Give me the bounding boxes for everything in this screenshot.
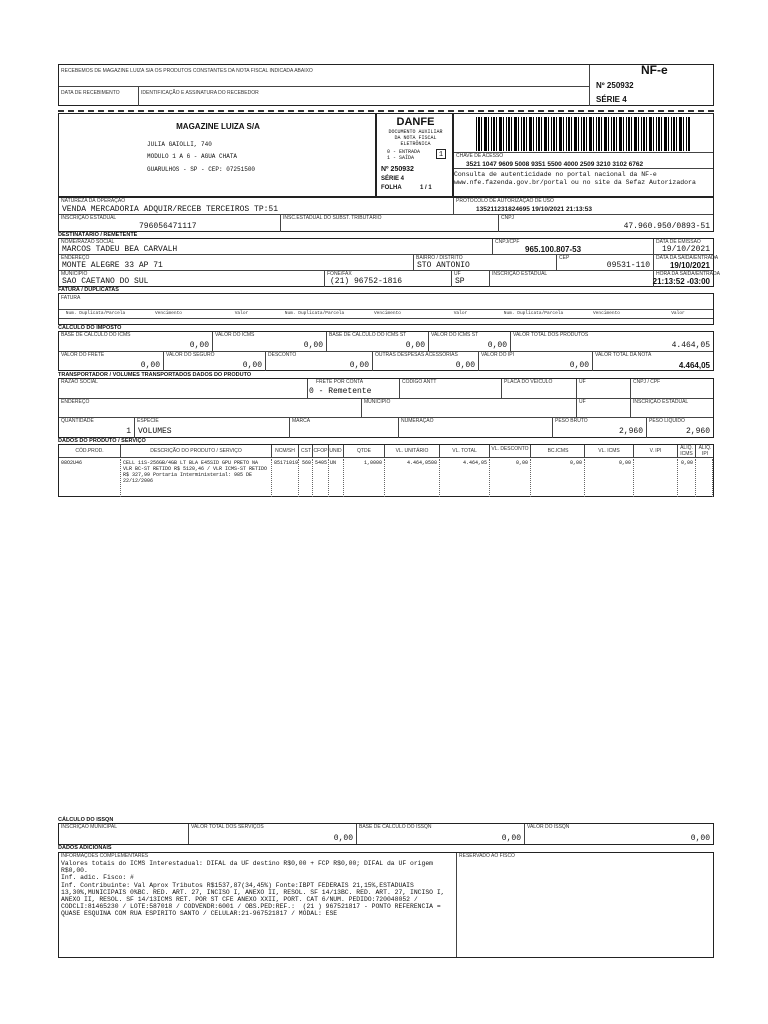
species-label: ESPÉCIE bbox=[137, 418, 159, 424]
products-header: CFOP bbox=[313, 445, 329, 458]
cnpj-cell bbox=[499, 215, 713, 232]
tax-field bbox=[59, 352, 164, 371]
products-header-row bbox=[59, 445, 713, 458]
carrier-name-label: RAZÃO SOCIAL bbox=[61, 379, 98, 385]
receipt-nfe-title: NF-e bbox=[641, 63, 668, 77]
danfe-block bbox=[376, 113, 453, 197]
protocol-cell bbox=[454, 198, 713, 215]
transport-uf2-label: UF bbox=[579, 399, 586, 405]
tax-field bbox=[327, 332, 429, 352]
recipient-city: SAO CAETANO DO SUL bbox=[62, 277, 149, 286]
recipient-time-cell bbox=[652, 271, 720, 287]
danfe-subtitle2: DA NOTA FISCAL bbox=[394, 135, 437, 141]
issuer-address1: JULIA GAIOLLI, 740 bbox=[147, 141, 212, 148]
gross-weight: 2,960 bbox=[618, 427, 643, 436]
gross-weight-label: PESO BRUTO bbox=[555, 418, 588, 424]
invoice-block bbox=[58, 293, 714, 325]
freight-cell bbox=[308, 379, 400, 399]
products-header: BC.ICMS bbox=[532, 445, 585, 458]
issqn-field bbox=[525, 824, 713, 844]
recipient-district-cell bbox=[414, 255, 557, 271]
recipient-emission-cell bbox=[654, 239, 713, 255]
tax-field-value: 4.464,05 bbox=[671, 341, 710, 350]
issqn-field-label: BASE DE CÁLCULO DO ISSQN bbox=[359, 824, 432, 830]
products-section-title: DADOS DO PRODUTO / SERVIÇO bbox=[58, 438, 146, 444]
access-key[interactable]: 3521 1047 9609 5008 9351 5500 4000 2509 3210 3102 6762 bbox=[466, 161, 644, 168]
transport-section-title: TRANSPORTADOR / VOLUMES TRANSPORTADOS DADOS DO PRODUTO bbox=[58, 372, 252, 378]
products-table bbox=[58, 444, 714, 497]
invoice-col: Vencimento bbox=[373, 311, 401, 316]
recipient-time: 21:13:52 -03:00 bbox=[652, 277, 710, 286]
invoice-col: Valor bbox=[671, 311, 685, 316]
transport-ie-label: INSCRIÇÃO ESTADUAL bbox=[633, 399, 689, 405]
transport-uf-label: UF bbox=[579, 379, 586, 385]
net-weight: 2,960 bbox=[685, 427, 710, 436]
receipt-number: Nº 250932 bbox=[596, 81, 634, 90]
product-cst: 560 bbox=[300, 459, 313, 497]
tax-field-label: VALOR TOTAL DA NOTA bbox=[595, 352, 652, 358]
additional-block bbox=[58, 852, 714, 958]
qty-value: 1 bbox=[126, 427, 131, 436]
tax-block bbox=[58, 331, 714, 371]
transport-city-cell bbox=[362, 399, 577, 418]
carrier-name-cell bbox=[59, 379, 308, 399]
danfe-subtitle1: DOCUMENTO AUXILIAR bbox=[388, 129, 443, 135]
nature-label: NATUREZA DA OPERAÇÃO bbox=[61, 198, 126, 204]
recipient-city-cell bbox=[59, 271, 325, 287]
recipient-phone: (21) 96752-1816 bbox=[330, 277, 403, 286]
tax-field bbox=[429, 332, 511, 352]
tax-field-value: 0,00 bbox=[140, 361, 160, 370]
receipt-series: SÉRIE 4 bbox=[596, 95, 627, 104]
danfe-subtitle3: ELETRÔNICA bbox=[400, 141, 431, 147]
ie-st-cell bbox=[281, 215, 499, 232]
tax-field bbox=[373, 352, 479, 371]
products-header: NCM/SH bbox=[272, 445, 299, 458]
access-key-cell bbox=[454, 152, 713, 169]
issqn-field-value: 0,00 bbox=[501, 834, 521, 843]
product-discount: 0,00 bbox=[490, 459, 531, 497]
products-header: VL. UNITÁRIO bbox=[385, 445, 440, 458]
cut-line bbox=[58, 110, 714, 112]
receipt-date-label: DATA DE RECEBIMENTO bbox=[61, 90, 120, 96]
invoice-columns-row bbox=[59, 309, 713, 319]
tax-section-title: CÁLCULO DO IMPOSTO bbox=[58, 325, 122, 331]
antt-label: CÓDIGO ANTT bbox=[402, 379, 437, 385]
additional-info-cell bbox=[59, 853, 457, 957]
tax-field-label: VALOR DO IPI bbox=[481, 352, 514, 358]
access-consult: Consulta de autenticidade no portal nacional da NF-e www.nfe.fazenda.gov.br/portal ou no site da Sefaz Autorizadora bbox=[454, 171, 696, 186]
danfe-entry: 0 - ENTRADA bbox=[387, 149, 421, 155]
tax-field-value: 0,00 bbox=[349, 361, 369, 370]
additional-section-title: DADOS ADICIONAIS bbox=[58, 845, 112, 851]
tax-field bbox=[593, 352, 713, 371]
tax-field-label: DESCONTO bbox=[268, 352, 297, 358]
danfe-page: 1 / 1 bbox=[420, 185, 432, 191]
issqn-field-value: 0,00 bbox=[690, 834, 710, 843]
recipient-phone-label: FONE/FAX bbox=[327, 271, 352, 277]
danfe-title: DANFE bbox=[396, 116, 435, 128]
nature-value: VENDA MERCADORIA ADQUIR/RECEB TERCEIROS TP:51 bbox=[62, 205, 279, 214]
product-icms: 0,00 bbox=[585, 459, 634, 497]
product-unit: UN bbox=[328, 459, 344, 497]
tax-field-value: 0,00 bbox=[455, 361, 475, 370]
brand-cell bbox=[290, 418, 399, 438]
tax-field-label: OUTRAS DESPESAS ACESSÓRIAS bbox=[375, 352, 458, 358]
danfe-type-box: 1 bbox=[436, 149, 446, 159]
recipient-section-title: DESTINATÁRIO / REMETENTE bbox=[58, 232, 138, 238]
net-weight-label: PESO LÍQUIDO bbox=[649, 418, 685, 424]
recipient-address: MONTE ALEGRE 33 AP 71 bbox=[62, 261, 163, 270]
recipient-state-reg-cell bbox=[490, 271, 654, 287]
transport-ie-cell bbox=[631, 399, 713, 418]
recipient-cep-label: CEP bbox=[559, 255, 570, 261]
recipient-emission-label: DATA DE EMISSÃO bbox=[656, 239, 701, 245]
issqn-block bbox=[58, 823, 714, 845]
invoice-col: Valor bbox=[453, 311, 468, 316]
tax-field bbox=[511, 332, 713, 352]
recipient-block bbox=[58, 238, 720, 287]
tax-field-label: VALOR DO FRETE bbox=[61, 352, 105, 358]
tax-field-label: VALOR DO ICMS ST bbox=[431, 332, 479, 338]
issqn-field bbox=[59, 824, 189, 844]
freight-value: 0 - Remetente bbox=[309, 387, 372, 396]
recipient-state-reg-label: INSCRIÇÃO ESTADUAL bbox=[492, 271, 548, 277]
receipt-signature-label: IDENTIFICAÇÃO E ASSINATURA DO RECEBEDOR bbox=[141, 90, 259, 96]
issqn-field bbox=[357, 824, 525, 844]
numbering-label: NUMERAÇÃO bbox=[401, 418, 434, 424]
recipient-exit-date-label: DATA DA SAÍDA/ENTRADA bbox=[656, 255, 719, 261]
recipient-uf-label: UF bbox=[454, 271, 461, 277]
danfe-series: SÉRIE 4 bbox=[381, 176, 405, 182]
recipient-emission: 19/10/2021 bbox=[661, 245, 710, 254]
cnpj-label: CNPJ bbox=[501, 215, 515, 221]
invoice-col: Num. Duplicata/Parcela bbox=[503, 311, 564, 316]
invoice-col: Num. Duplicata/Parcela bbox=[284, 311, 345, 316]
danfe-number: Nº 250932 bbox=[381, 166, 414, 173]
issqn-field-label: VALOR TOTAL DOS SERVIÇOS bbox=[191, 824, 264, 830]
product-code: 08O2U46 bbox=[59, 459, 121, 497]
qty-cell bbox=[59, 418, 135, 438]
ie-value: 796056471117 bbox=[139, 222, 197, 231]
access-block bbox=[453, 113, 714, 197]
tax-field-value: 0,00 bbox=[303, 341, 323, 350]
ie-cell bbox=[59, 215, 281, 232]
recipient-uf: SP bbox=[455, 277, 465, 286]
receipt-date bbox=[59, 87, 139, 106]
products-header: VL. DESCONTO bbox=[490, 445, 531, 458]
tax-field-label: VALOR TOTAL DOS PRODUTOS bbox=[513, 332, 589, 338]
issuer-name: MAGAZINE LUIZA S/A bbox=[176, 122, 260, 131]
recipient-cpf-label: CNPJ/CPF bbox=[495, 239, 520, 245]
plate-label: PLACA DO VEÍCULO bbox=[504, 379, 553, 385]
product-cfop: 5405 bbox=[313, 459, 329, 497]
tax-field-value: 0,00 bbox=[487, 341, 507, 350]
issuer-address3: GUARULHOS - SP - CEP: 07251500 bbox=[147, 166, 256, 173]
freight-label: FRETE POR CONTA bbox=[316, 379, 364, 385]
receipt-header-text: RECEBEMOS DE MAGAZINE LUIZA S/A OS PRODUTOS CONSTANTES DA NOTA FISCAL INDICADA ABAIXO bbox=[61, 68, 313, 74]
issqn-field bbox=[189, 824, 357, 844]
invoice-section-title: FATURA / DUPLICATAS bbox=[58, 287, 119, 293]
protocol-label: PROTOCOLO DE AUTORIZAÇÃO DE USO bbox=[456, 198, 554, 204]
transport-address-label: ENDEREÇO bbox=[61, 399, 90, 405]
transport-uf2-cell bbox=[577, 399, 631, 418]
recipient-city-label: MUNICÍPIO bbox=[61, 271, 88, 277]
access-key-label: CHAVE DE ACESSO bbox=[456, 153, 504, 159]
species-cell bbox=[135, 418, 290, 438]
operation-block bbox=[58, 197, 714, 232]
danfe-page-label: FOLHA bbox=[381, 185, 402, 191]
products-header: ALÍQ. IPI bbox=[698, 445, 712, 457]
fisco-label: RESERVADO AO FISCO bbox=[459, 853, 515, 859]
invoice-col: Vencimento bbox=[592, 311, 620, 316]
products-header: VL. ICMS bbox=[585, 445, 634, 458]
numbering-cell bbox=[399, 418, 553, 438]
protocol-value: 135211231824695 19/10/2021 21:13:53 bbox=[476, 206, 593, 213]
products-header: UNID bbox=[328, 445, 344, 458]
products-header: CÓD.PROD. bbox=[59, 445, 121, 458]
table-row bbox=[59, 459, 713, 497]
transport-uf-cell bbox=[577, 379, 631, 399]
products-header: DESCRIÇÃO DO PRODUTO / SERVIÇO bbox=[121, 445, 272, 458]
invoice-label: FATURA bbox=[61, 295, 81, 301]
product-unit-value: 4.464,0500 bbox=[385, 459, 440, 497]
danfe-exit: 1 - SAÍDA bbox=[387, 155, 415, 161]
products-header: QTDE bbox=[344, 445, 385, 458]
issqn-section-title: CÁLCULO DO ISSQN bbox=[58, 817, 114, 823]
issuer-block bbox=[58, 113, 376, 197]
qty-label: QUANTIDADE bbox=[61, 418, 94, 424]
recipient-exit-date: 19/10/2021 bbox=[669, 261, 710, 270]
tax-field-value: 0,00 bbox=[569, 361, 589, 370]
ie-st-label: INSC.ESTADUAL DO SUBST. TRIBUTÁRIO bbox=[283, 215, 382, 221]
issqn-field-value: 0,00 bbox=[333, 834, 353, 843]
recipient-name-cell bbox=[59, 239, 493, 255]
product-ipi bbox=[634, 459, 678, 497]
transport-city-label: MUNICÍPIO bbox=[364, 399, 391, 405]
tax-field bbox=[479, 352, 593, 371]
transport-cnpj-cell bbox=[631, 379, 713, 399]
tax-field bbox=[59, 332, 213, 352]
invoice-col: Vencimento bbox=[154, 311, 182, 316]
recipient-cpf-cell bbox=[493, 239, 654, 255]
recipient-phone-cell bbox=[325, 271, 452, 287]
tax-field bbox=[164, 352, 266, 371]
tax-field-value: 0,00 bbox=[189, 341, 209, 350]
product-qty: 1,0000 bbox=[344, 459, 385, 497]
recipient-exit-date-cell bbox=[654, 255, 719, 271]
tax-field bbox=[266, 352, 373, 371]
issqn-field-label: INSCRIÇÃO MUNICIPAL bbox=[61, 824, 118, 830]
ie-label: INSCRIÇÃO ESTADUAL bbox=[61, 215, 117, 221]
nature-cell bbox=[59, 198, 454, 215]
tax-field-label: VALOR DO ICMS bbox=[215, 332, 255, 338]
plate-cell bbox=[502, 379, 577, 399]
tax-field-label: BASE DE CÁLCULO DO ICMS ST bbox=[329, 332, 407, 338]
receipt-header bbox=[59, 65, 590, 87]
tax-field-label: VALOR DO SEGURO bbox=[166, 352, 215, 358]
species-value: VOLUMES bbox=[138, 427, 172, 436]
fisco-cell bbox=[457, 853, 713, 957]
recipient-district-label: BAIRRO / DISTRITO bbox=[416, 255, 463, 261]
cnpj-value: 47.960.950/0893-51 bbox=[623, 222, 710, 231]
products-header: VL. TOTAL bbox=[440, 445, 490, 458]
transport-cnpj-label: CNPJ / CPF bbox=[633, 379, 661, 385]
antt-cell bbox=[400, 379, 502, 399]
products-header: CST bbox=[300, 445, 313, 458]
brand-label: MARCA bbox=[292, 418, 311, 424]
issuer-address2: MODULO 1 A 6 - AGUA CHATA bbox=[147, 153, 238, 160]
receipt-stub bbox=[58, 64, 714, 106]
recipient-cep: 09531-110 bbox=[606, 261, 650, 270]
recipient-address-cell bbox=[59, 255, 414, 271]
product-ncm: 85171019 bbox=[272, 459, 299, 497]
issqn-field-label: VALOR DO ISSQN bbox=[527, 824, 570, 830]
recipient-cep-cell bbox=[557, 255, 654, 271]
transport-address-cell bbox=[59, 399, 362, 418]
tax-field-label: BASE DE CÁLCULO DO ICMS bbox=[61, 332, 131, 338]
product-aliq-icms: 0,00 bbox=[678, 459, 696, 497]
product-description: CELL 11S-256GB/4GB LT BLA E45SID GPU PRETO NA VLR BC-ST RETIDO R$ 5120,46 / VLR ICMS-ST RETIDO R$ 327,99 Portaria Interministerial: 985 DE 22/12/2006 bbox=[121, 459, 272, 497]
invoice-col: Num. Duplicata/Parcela bbox=[65, 311, 126, 316]
recipient-uf-cell bbox=[452, 271, 490, 287]
product-total: 4.464,05 bbox=[440, 459, 490, 497]
recipient-name: MARCOS TADEU BEA CARVALH bbox=[62, 245, 178, 254]
recipient-district: STO ANTONIO bbox=[417, 261, 470, 270]
recipient-address-label: ENDEREÇO bbox=[61, 255, 90, 261]
receipt-signature bbox=[139, 87, 590, 106]
barcode-image bbox=[476, 117, 691, 151]
products-header: ALÍQ. ICMS bbox=[678, 445, 696, 458]
recipient-cpf: 965.100.807-53 bbox=[525, 245, 582, 254]
net-weight-cell bbox=[647, 418, 713, 438]
product-bc-icms: 0,00 bbox=[532, 459, 585, 497]
additional-info-text: Valores totais do ICMS Interestadual: DIFAL da UF destino R$0,00 + FCP R$0,00; DIFAL da UF origem R$0,00. Inf. adic. Fisco: # Inf. Contribuinte: Val Aprox Tributos R$1537,87(34,45%) Fonte:IBPT FEDERAIS 21,15%,ESTADUAIS 13,30%,MUNICIPAIS 0%BC. RED. ART. 27, INCISO I, ANEXO II, RESOL. SF 14/13BC. RED. ART. 27, INCISO I, ANEXO II, RESOL. SF 14/13ICMS RET. POR ST CFE ANEXO XXII, PORT. CAT 6/NUM. PEDIDO:720048052 / CODCLI:81465230 / LOTE:587018 / CODVENDR:6001 / OBS.PED:REF.: (21 ) 967521817 - PONTO REFERENCIA = QUASE ESQUINA COM RUA ESPIRITO SANTO / CELULAR:21-967521817 / MODAL: ESE bbox=[61, 860, 445, 918]
recipient-time-label: HORA DA SAÍDA/ENTRADA bbox=[656, 271, 720, 277]
invoice-col: Valor bbox=[234, 311, 249, 316]
tax-field-value: 0,00 bbox=[405, 341, 425, 350]
gross-weight-cell bbox=[553, 418, 647, 438]
tax-field bbox=[213, 332, 327, 352]
recipient-name-label: NOME/RAZÃO SOCIAL bbox=[61, 239, 115, 245]
products-header: V. IPI bbox=[634, 445, 678, 458]
transport-block bbox=[58, 378, 714, 438]
product-aliq-ipi bbox=[697, 459, 713, 497]
tax-field-value: 4.464,05 bbox=[678, 361, 710, 370]
tax-field-value: 0,00 bbox=[242, 361, 262, 370]
additional-info-label: INFORMAÇÕES COMPLEMENTARES bbox=[61, 853, 149, 859]
